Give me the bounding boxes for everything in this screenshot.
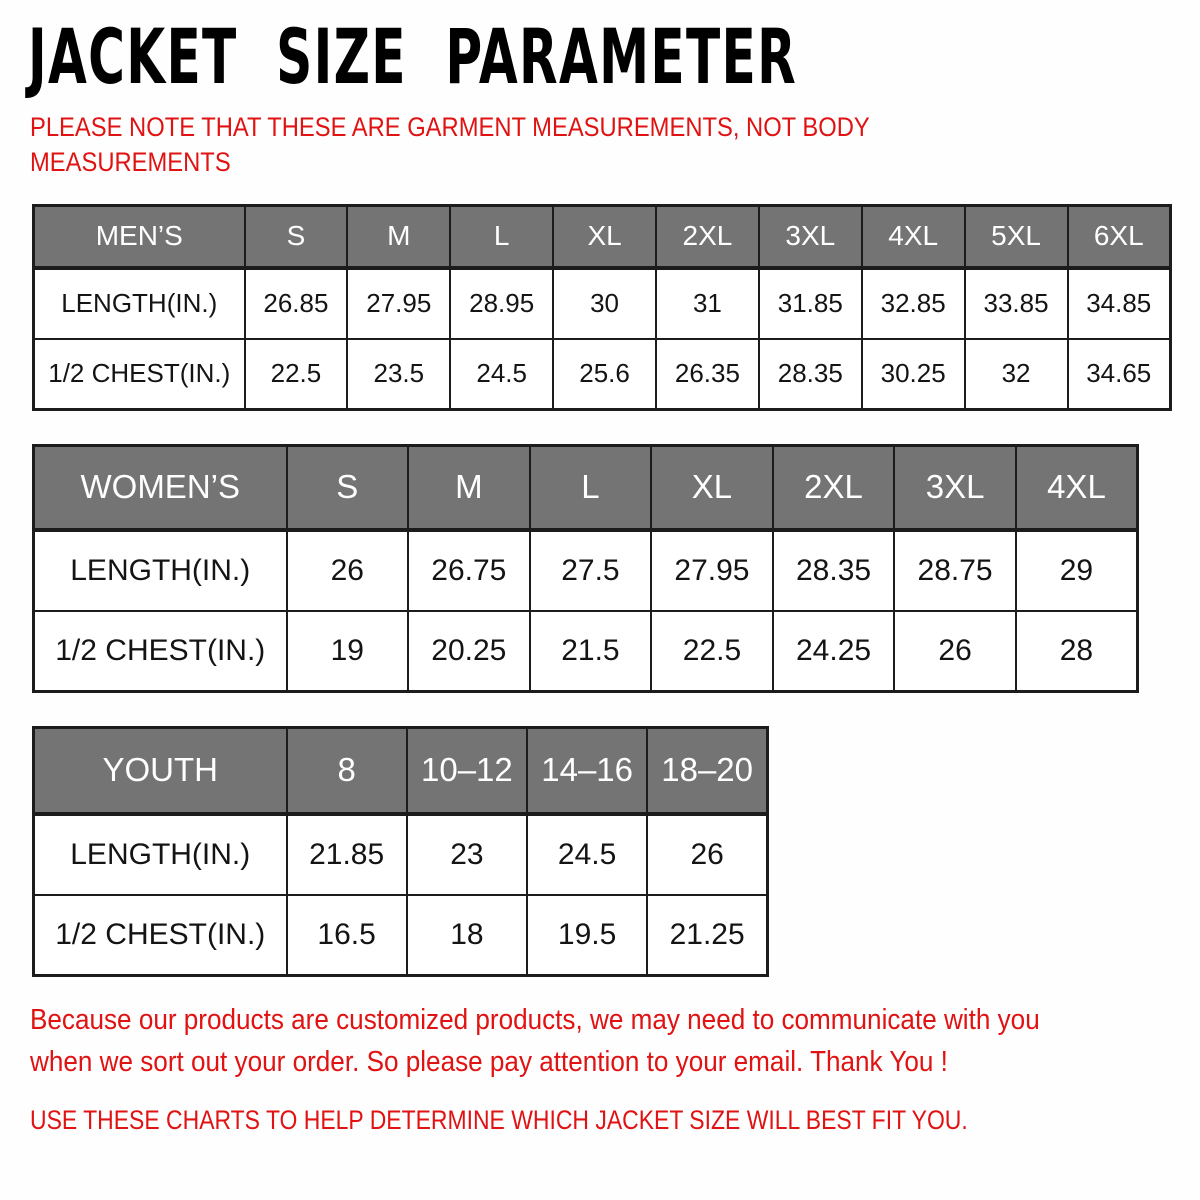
measurement-value: 30.25 [862, 339, 965, 410]
measurement-value: 28.35 [759, 339, 862, 410]
measurement-value: 30 [553, 268, 656, 339]
measurement-value: 25.6 [553, 339, 656, 410]
note-line-1: PLEASE NOTE THAT THESE ARE GARMENT MEASUREMENTS, NOT BODY [30, 112, 870, 142]
custom-order-note-line-2: when we sort out your order. So please pay attention to your email. Thank You ! [30, 1046, 948, 1078]
measurement-value: 31 [656, 268, 759, 339]
measurement-value: 16.5 [287, 895, 407, 976]
measurement-value: 22.5 [651, 611, 773, 692]
measurement-value: 28.95 [450, 268, 553, 339]
measurement-value: 24.25 [773, 611, 895, 692]
note-line-2: MEASUREMENTS [30, 147, 231, 177]
mens-size-header: 2XL [656, 206, 759, 268]
womens-header-row [34, 446, 1138, 530]
measurement-value: 34.65 [1068, 339, 1171, 410]
measurement-value: 27.95 [651, 530, 773, 611]
youth-size-header: 10–12 [407, 728, 527, 814]
measurement-value: 24.5 [450, 339, 553, 410]
measurement-value: 19.5 [527, 895, 647, 976]
mens-measurement-row [34, 339, 1171, 410]
mens-header-row [34, 206, 1171, 268]
measurement-value: 23 [407, 814, 527, 895]
youth-header-row [34, 728, 768, 814]
youth-measurement-row [34, 895, 768, 976]
mens-size-header: L [450, 206, 553, 268]
measurement-value: 34.85 [1068, 268, 1171, 339]
youth-size-header: 14–16 [527, 728, 647, 814]
mens-size-header: 6XL [1068, 206, 1171, 268]
measurement-row-label: 1/2 CHEST(IN.) [34, 339, 245, 410]
measurement-value: 27.5 [530, 530, 652, 611]
footer-notes [30, 999, 1200, 1141]
youth-group-label: YOUTH [34, 728, 287, 814]
measurement-value: 26.35 [656, 339, 759, 410]
youth-size-header: 8 [287, 728, 407, 814]
womens-measurement-row [34, 530, 1138, 611]
measurement-value: 20.25 [408, 611, 530, 692]
womens-group-label: WOMEN’S [34, 446, 287, 530]
measurement-row-label: LENGTH(IN.) [34, 530, 287, 611]
mens-measurement-row [34, 268, 1171, 339]
measurement-value: 31.85 [759, 268, 862, 339]
youth-size-header: 18–20 [647, 728, 767, 814]
title-bar [28, 12, 1200, 101]
mens-size-header: 3XL [759, 206, 862, 268]
measurement-value: 28.75 [894, 530, 1016, 611]
mens-group-label: MEN’S [34, 206, 245, 268]
womens-size-header: 2XL [773, 446, 895, 530]
measurement-row-label: LENGTH(IN.) [34, 814, 287, 895]
youth-size-table [32, 726, 769, 977]
mens-size-header: 4XL [862, 206, 965, 268]
mens-size-header: M [347, 206, 450, 268]
measurement-value: 28 [1016, 611, 1138, 692]
measurement-value: 24.5 [527, 814, 647, 895]
womens-size-header: 3XL [894, 446, 1016, 530]
measurement-value: 33.85 [965, 268, 1068, 339]
garment-measurement-note [30, 110, 1200, 180]
womens-size-table [32, 444, 1139, 693]
measurement-value: 19 [287, 611, 409, 692]
measurement-value: 32.85 [862, 268, 965, 339]
measurement-value: 29 [1016, 530, 1138, 611]
womens-size-header: M [408, 446, 530, 530]
measurement-value: 26 [647, 814, 767, 895]
page-title: JACKET SIZE PARAMETER [28, 12, 798, 101]
measurement-value: 18 [407, 895, 527, 976]
mens-size-header: S [245, 206, 348, 268]
measurement-value: 28.35 [773, 530, 895, 611]
custom-order-note-line-1: Because our products are customized products, we may need to communicate with you [30, 1004, 1040, 1036]
mens-size-table [32, 204, 1172, 411]
measurement-row-label: 1/2 CHEST(IN.) [34, 895, 287, 976]
measurement-value: 21.25 [647, 895, 767, 976]
womens-measurement-row [34, 611, 1138, 692]
chart-usage-note: USE THESE CHARTS TO HELP DETERMINE WHICH JACKET SIZE WILL BEST FIT YOU. [30, 1105, 968, 1135]
womens-size-header: S [287, 446, 409, 530]
youth-measurement-row [34, 814, 768, 895]
measurement-row-label: LENGTH(IN.) [34, 268, 245, 339]
womens-size-header: 4XL [1016, 446, 1138, 530]
measurement-value: 26.85 [245, 268, 348, 339]
measurement-row-label: 1/2 CHEST(IN.) [34, 611, 287, 692]
mens-size-header: 5XL [965, 206, 1068, 268]
measurement-value: 22.5 [245, 339, 348, 410]
measurement-value: 26.75 [408, 530, 530, 611]
measurement-value: 32 [965, 339, 1068, 410]
measurement-value: 21.5 [530, 611, 652, 692]
measurement-value: 21.85 [287, 814, 407, 895]
womens-size-header: L [530, 446, 652, 530]
womens-size-header: XL [651, 446, 773, 530]
mens-size-header: XL [553, 206, 656, 268]
measurement-value: 27.95 [347, 268, 450, 339]
measurement-value: 26 [894, 611, 1016, 692]
measurement-value: 26 [287, 530, 409, 611]
measurement-value: 23.5 [347, 339, 450, 410]
